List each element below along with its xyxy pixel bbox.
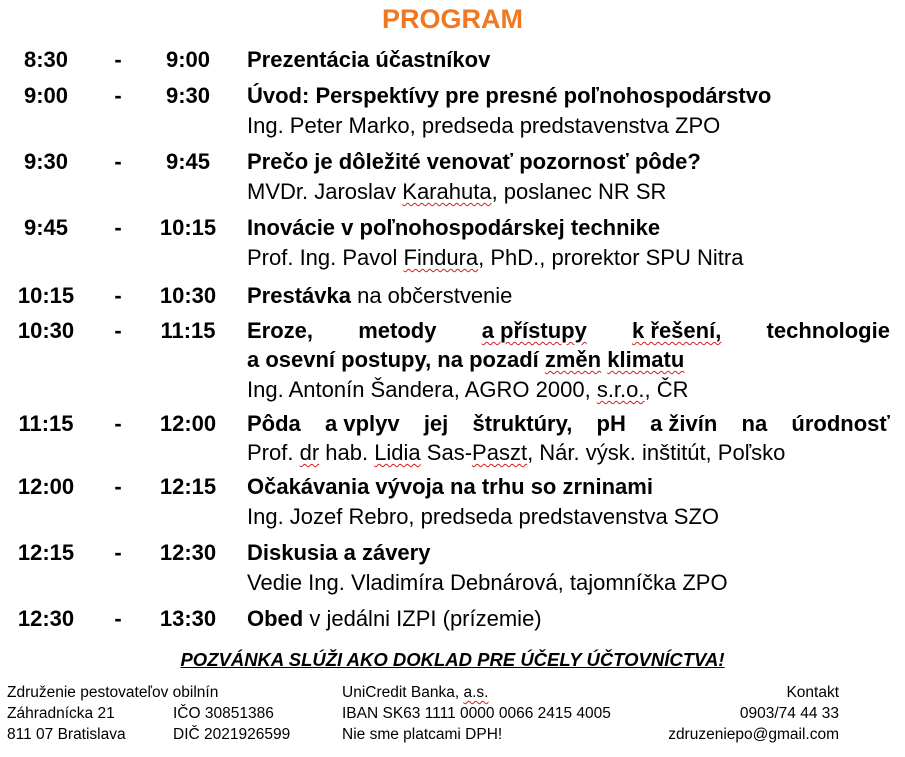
speaker: Ing. Jozef Rebro, predseda predstavenstva SZO: [247, 504, 720, 529]
speaker: Prof. dr hab. Lidia Sas-Paszt, Nár. výsk. inštitút, Poľsko: [247, 440, 786, 465]
org-city: 811 07 Bratislava: [7, 726, 126, 743]
talk-title: Pôda a vplyv jej štruktúry, pH a živín na úrodnosť: [247, 411, 890, 436]
bank-iban: IBAN SK63 1111 0000 0066 2415 4005: [342, 705, 611, 722]
time-dash: -: [114, 540, 122, 565]
contact-phone: 0903/74 44 33: [739, 705, 839, 722]
speaker: Ing. Antonín Šandera, AGRO 2000, s.r.o., ČR: [247, 377, 689, 402]
start-time: 12:30: [17, 606, 75, 631]
footer-bank: [342, 682, 611, 745]
start-time: 11:15: [18, 411, 74, 436]
vat-note: Nie sme platcami DPH!: [342, 726, 503, 743]
speaker: Ing. Peter Marko, predseda predstavenstva ZPO: [247, 113, 721, 138]
speaker: Prof. Ing. Pavol Findura, PhD., prorektor SPU Nitra: [247, 245, 744, 270]
org-street: Záhradnícka 21: [7, 705, 115, 722]
end-time: 11:15: [160, 318, 216, 343]
end-time: 12:15: [159, 474, 217, 499]
talk-title: Prestávka na občerstvenie: [247, 283, 513, 308]
end-time: 9:45: [165, 149, 211, 174]
start-time: 9:00: [23, 83, 69, 108]
end-time: 12:30: [159, 540, 217, 565]
contact-label: Kontakt: [786, 684, 839, 701]
end-time: 9:00: [165, 47, 211, 72]
footer-contact: [668, 682, 839, 745]
org-ico: IČO 30851386: [173, 705, 274, 722]
time-dash: -: [114, 83, 122, 108]
time-dash: -: [114, 47, 122, 72]
start-time: 10:15: [17, 283, 75, 308]
speaker: MVDr. Jaroslav Karahuta, poslanec NR SR: [247, 179, 667, 204]
end-time: 10:30: [159, 283, 217, 308]
contact-email[interactable]: zdruzeniepo@gmail.com: [668, 726, 839, 743]
talk-title: Obed v jedálni IZPI (prízemie): [247, 606, 542, 631]
end-time: 13:30: [159, 606, 217, 631]
talk-title: Diskusia a závery: [247, 540, 431, 565]
footer-ids: [173, 703, 290, 745]
end-time: 12:00: [159, 411, 217, 436]
talk-title: Prezentácia účastníkov: [247, 47, 491, 72]
talk-title: Úvod: Perspektívy pre presné poľnohospodárstvo: [247, 83, 772, 108]
page-title: PROGRAM: [382, 4, 523, 34]
start-time: 12:15: [17, 540, 75, 565]
talk-title: Očakávania vývoja na trhu so zrninami: [247, 474, 653, 499]
start-time: 9:30: [23, 149, 69, 174]
start-time: 9:45: [23, 215, 69, 240]
start-time: 8:30: [23, 47, 69, 72]
start-time: 12:00: [17, 474, 75, 499]
time-dash: -: [114, 606, 122, 631]
end-time: 9:30: [165, 83, 211, 108]
time-dash: -: [114, 318, 122, 343]
time-dash: -: [114, 215, 122, 240]
invitation-notice: POZVÁNKA SLÚŽI AKO DOKLAD PRE ÚČELY ÚČTOVNÍCTVA!: [180, 649, 725, 670]
time-dash: -: [114, 149, 122, 174]
start-time: 10:30: [17, 318, 75, 343]
time-dash: -: [114, 411, 122, 436]
time-dash: -: [114, 283, 122, 308]
talk-title: Eroze, metody a přístupy k řešení, technologie: [247, 318, 890, 343]
end-time: 10:15: [159, 215, 217, 240]
time-dash: -: [114, 474, 122, 499]
talk-title: Prečo je dôležité venovať pozornosť pôde?: [247, 149, 701, 174]
org-name: Združenie pestovateľov obilnín: [7, 684, 219, 701]
talk-title: Inovácie v poľnohospodárskej technike: [247, 215, 661, 240]
org-dic: DIČ 2021926599: [173, 726, 291, 743]
speaker: Vedie Ing. Vladimíra Debnárová, tajomníčka ZPO: [247, 570, 728, 595]
bank-name: UniCredit Banka, a.s.: [342, 684, 489, 701]
talk-title-continued: a osevní postupy, na pozadí změn klimatu: [247, 347, 685, 372]
